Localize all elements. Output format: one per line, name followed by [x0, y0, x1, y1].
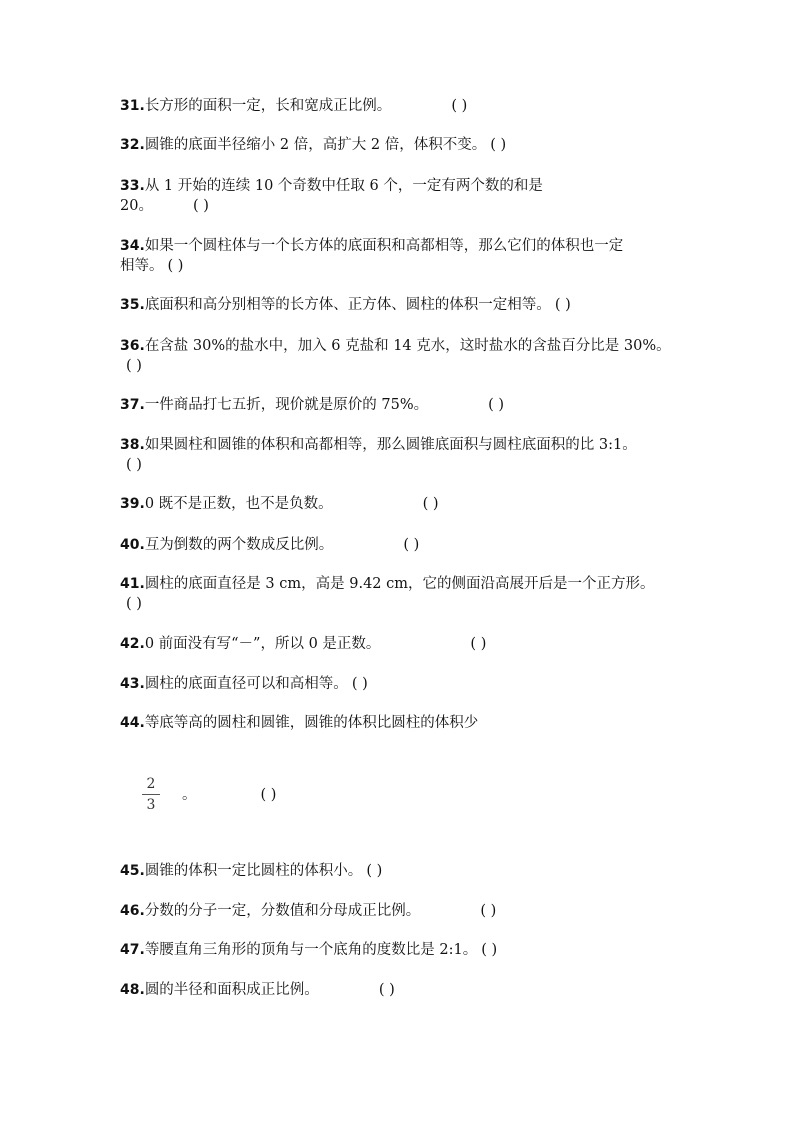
question-number: 41.: [120, 576, 145, 592]
answer-blank[interactable]: ( ): [403, 537, 420, 553]
question-39: [120, 494, 439, 514]
fraction-two-thirds: [142, 776, 160, 813]
question-46: [120, 901, 496, 921]
question-text: 一件商品打七五折，现价就是原价的 75%。: [144, 397, 429, 413]
question-text: 互为倒数的两个数成反比例。: [144, 537, 334, 553]
question-text: 等底等高的圆柱和圆锥，圆锥的体积比圆柱的体积少: [144, 715, 479, 731]
question-37: [120, 395, 504, 415]
question-text: 圆锥的体积一定比圆柱的体积小。: [144, 863, 363, 879]
question-text-continued: 相等。: [120, 258, 164, 274]
question-number: 43.: [120, 676, 145, 692]
question-number: 33.: [120, 178, 145, 194]
question-text: 0 既不是正数，也不是负数。: [144, 496, 333, 512]
question-36: [120, 336, 671, 356]
question-38-line2: [120, 455, 142, 475]
fraction-bar: [142, 794, 160, 795]
question-45: [120, 861, 382, 881]
answer-blank[interactable]: ( ): [366, 863, 383, 879]
answer-blank[interactable]: ( ): [422, 496, 439, 512]
question-38: [120, 435, 637, 455]
fraction-denominator: 3: [146, 797, 156, 813]
question-47: [120, 940, 497, 960]
question-number: 38.: [120, 437, 145, 453]
question-41: [120, 574, 655, 594]
question-32: [120, 135, 506, 155]
question-35: [120, 295, 571, 315]
question-31: [120, 96, 467, 116]
question-44-tail: [182, 785, 276, 805]
answer-blank[interactable]: ( ): [481, 942, 498, 958]
question-text: 从 1 开始的连续 10 个奇数中任取 6 个，一定有两个数的和是: [144, 178, 543, 194]
question-number: 42.: [120, 636, 145, 652]
period-mark: 。: [182, 787, 197, 803]
question-42: [120, 634, 486, 654]
answer-blank[interactable]: ( ): [451, 98, 468, 114]
question-33: [120, 176, 543, 196]
question-number: 48.: [120, 982, 145, 998]
answer-blank[interactable]: ( ): [554, 297, 571, 313]
question-number: 47.: [120, 942, 145, 958]
question-text: 0 前面没有写“－”，所以 0 是正数。: [144, 636, 381, 652]
question-number: 44.: [120, 715, 145, 731]
answer-blank[interactable]: ( ): [488, 397, 505, 413]
question-number: 39.: [120, 496, 145, 512]
answer-blank[interactable]: ( ): [378, 982, 395, 998]
question-text: 在含盐 30%的盐水中，加入 6 克盐和 14 克水，这时盐水的含盐百分比是 30%。: [144, 338, 671, 354]
answer-blank[interactable]: ( ): [167, 258, 184, 274]
question-44: [120, 713, 478, 733]
question-number: 34.: [120, 238, 145, 254]
question-number: 32.: [120, 137, 145, 153]
question-number: 35.: [120, 297, 145, 313]
answer-blank[interactable]: ( ): [490, 137, 507, 153]
question-text: 圆的半径和面积成正比例。: [144, 982, 319, 998]
question-text: 圆锥的底面半径缩小 2 倍，高扩大 2 倍，体积不变。: [144, 137, 487, 153]
question-text: 底面积和高分别相等的长方体、正方体、圆柱的体积一定相等。: [144, 297, 551, 313]
question-33-line2: [120, 196, 209, 216]
question-34: [120, 236, 623, 256]
answer-blank[interactable]: ( ): [480, 903, 497, 919]
question-43: [120, 674, 368, 694]
question-text-continued: 20。: [120, 198, 153, 214]
question-number: 45.: [120, 863, 145, 879]
answer-blank[interactable]: ( ): [470, 636, 487, 652]
question-text: 长方形的面积一定，长和宽成正比例。: [144, 98, 392, 114]
question-text: 等腰直角三角形的顶角与一个底角的度数比是 2:1。: [144, 942, 478, 958]
question-34-line2: [120, 256, 183, 276]
question-36-line2: [120, 356, 142, 376]
question-text: 圆柱的底面直径是 3 cm，高是 9.42 cm，它的侧面沿高展开后是一个正方形。: [144, 576, 655, 592]
answer-blank[interactable]: ( ): [351, 676, 368, 692]
question-number: 36.: [120, 338, 145, 354]
answer-blank[interactable]: ( ): [260, 787, 277, 803]
question-number: 46.: [120, 903, 145, 919]
answer-blank[interactable]: ( ): [126, 358, 142, 374]
question-text: 如果圆柱和圆锥的体积和高都相等，那么圆锥底面积与圆柱底面积的比 3:1。: [144, 437, 637, 453]
question-number: 31.: [120, 98, 145, 114]
answer-blank[interactable]: ( ): [126, 457, 142, 473]
question-text: 如果一个圆柱体与一个长方体的底面积和高都相等，那么它们的体积也一定: [144, 238, 624, 254]
question-40: [120, 535, 419, 555]
fraction-numerator: 2: [146, 776, 156, 792]
answer-blank[interactable]: ( ): [192, 198, 209, 214]
question-text: 分数的分子一定，分数值和分母成正比例。: [144, 903, 421, 919]
question-text: 圆柱的底面直径可以和高相等。: [144, 676, 348, 692]
question-41-line2: [120, 594, 142, 614]
question-number: 40.: [120, 537, 145, 553]
question-48: [120, 980, 395, 1000]
answer-blank[interactable]: ( ): [126, 596, 142, 612]
question-number: 37.: [120, 397, 145, 413]
